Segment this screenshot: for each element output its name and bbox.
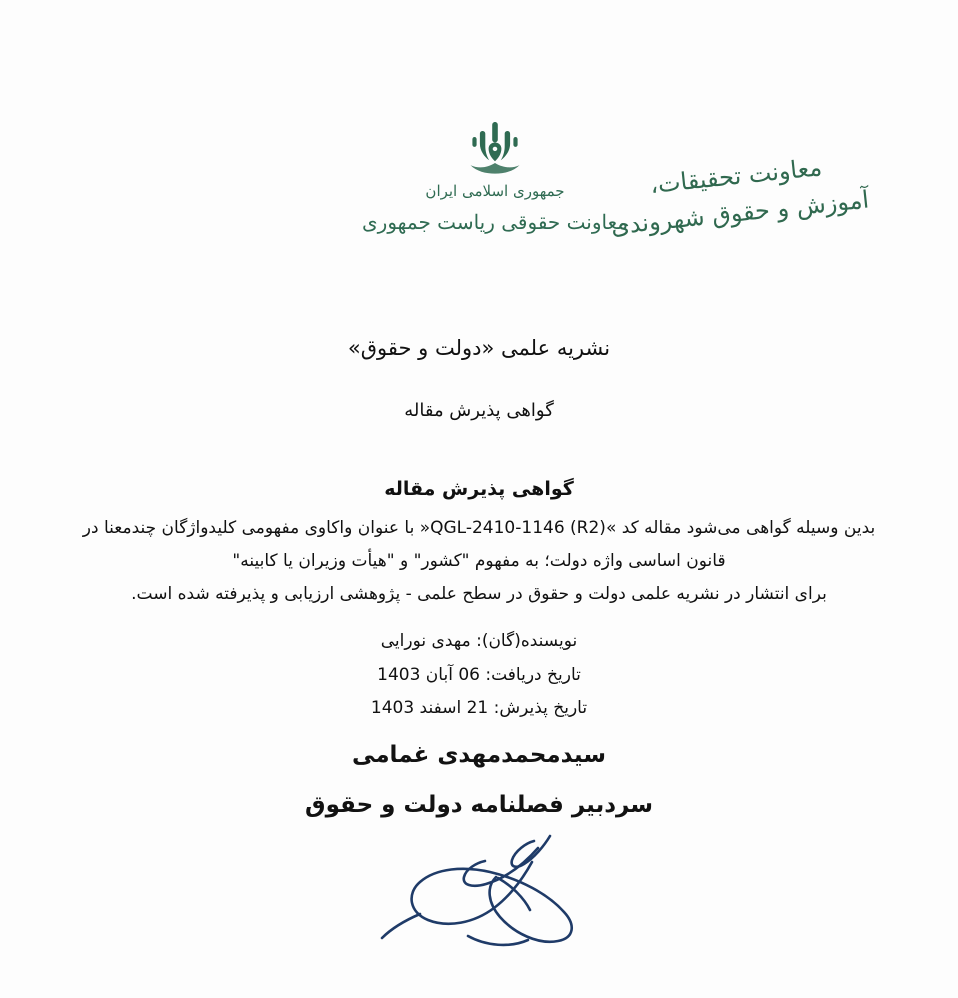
paragraph-line2: قانون اساسی واژه دولت؛ به مفهوم "کشور" و "هیأت وزیران یا کابینه"	[232, 551, 726, 572]
paragraph-line1-suffix: « با عنوان واکاوی مفهومی کلیدواژگان چندمعنا در	[82, 518, 431, 538]
certificate-meta	[40, 625, 918, 724]
paragraph-line3: برای انتشار در نشریه علمی دولت و حقوق در سطح علمی - پژوهشی ارزیابی و پذیرفته شده است.	[131, 584, 827, 605]
certificate-paragraph	[40, 512, 918, 611]
department-line-2: آموزش و حقوق شهروندی	[609, 185, 871, 241]
article-code: QGL-2410-1146 (R2)	[430, 518, 606, 538]
emblem-office-label: معاونت حقوقی ریاست جمهوری	[362, 210, 628, 234]
certificate-heading: گواهی پذیرش مقاله	[384, 478, 574, 500]
iran-emblem-icon	[464, 118, 526, 176]
department-line-1: معاونت تحقیقات،	[648, 153, 824, 200]
document-header	[0, 0, 958, 300]
certificate-body	[40, 478, 918, 725]
certificate-subtitle: گواهی پذیرش مقاله	[404, 400, 554, 421]
accepted-date-label: تاریخ پذیرش: 21 اسفند 1403	[370, 697, 588, 718]
signatory-name: سیدمحمدمهدی غمامی	[352, 742, 606, 768]
received-date-label: تاریخ دریافت: 06 آبان 1403	[377, 664, 581, 685]
journal-title: نشریه علمی «دولت و حقوق»	[347, 336, 611, 360]
emblem-country-label: جمهوری اسلامی ایران	[425, 182, 565, 200]
handwritten-signature-icon	[300, 818, 660, 968]
author-label: نویسنده(گان): مهدی نورایی	[380, 631, 578, 652]
signature-block	[0, 742, 958, 818]
paragraph-line1-prefix: بدین وسیله گواهی می‌شود مقاله کد »	[605, 518, 876, 538]
signatory-role: سردبیر فصلنامه دولت و حقوق	[305, 792, 653, 818]
